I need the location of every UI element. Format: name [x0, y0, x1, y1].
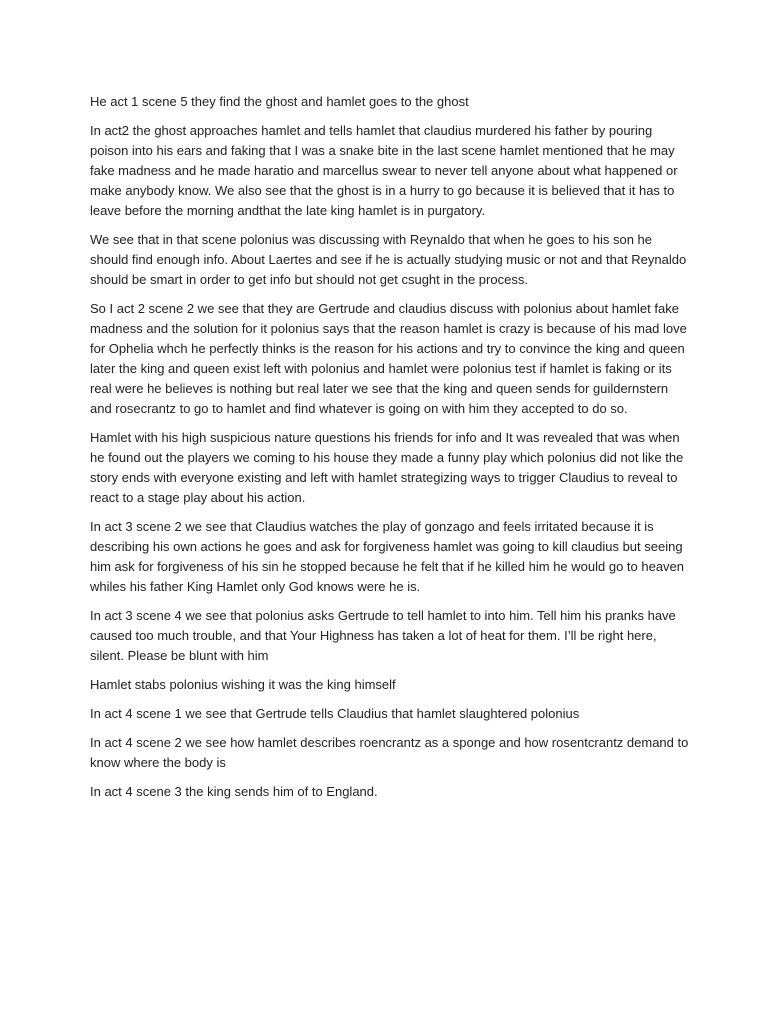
- paragraph-5: Hamlet with his high suspicious nature questions his friends for info and It was revealed that was when he found out the players we coming to his house they made a funny play which polonius did not like the story ends with everyone existing and left with hamlet strategizing ways to trigger Claudius to reveal to react to a stage play about his action.: [90, 430, 684, 505]
- paragraph-9: In act 4 scene 1 we see that Gertrude tells Claudius that hamlet slaughtered polonius: [90, 706, 580, 721]
- paragraph-6: In act 3 scene 2 we see that Claudius watches the play of gonzago and feels irritated because it is describing his own actions he goes and ask for forgiveness hamlet was going to kill claudius but seeing him ask for forgiveness of his sin he stopped because he felt that if he killed him he would go to heaven whiles his father King Hamlet only God knows were he is.: [90, 519, 685, 594]
- paragraph-1: He act 1 scene 5 they find the ghost and hamlet goes to the ghost: [90, 94, 469, 109]
- document-body: [90, 92, 690, 811]
- paragraph-10: In act 4 scene 2 we see how hamlet describes roencrantz as a sponge and how rosentcrantz demand to know where the body is: [90, 735, 689, 770]
- paragraph-3: We see that in that scene polonius was discussing with Reynaldo that when he goes to his son he should find enough info. About Laertes and see if he is actually studying music or not and that Reynaldo should be smart in order to get info but should not get csught in the process.: [90, 232, 687, 287]
- paragraph-11: In act 4 scene 3 the king sends him of to England.: [90, 784, 378, 799]
- paragraph-7: In act 3 scene 4 we see that polonius asks Gertrude to tell hamlet to into him. Tell him his pranks have caused too much trouble, and that Your Highness has taken a lot of heat for them. I’ll be right here, silent. Please be blunt with him: [90, 608, 676, 663]
- paragraph-4: So I act 2 scene 2 we see that they are Gertrude and claudius discuss with polonius about hamlet fake madness and the solution for it polonius says that the reason hamlet is crazy is because of his mad love for Ophelia whch he perfectly thinks is the reason for his actions and try to convince the king and queen later the king and queen exist left with polonius and hamlet were polonius test if hamlet is faking or its real were he believes is nothing but real later we see that the king and queen sends for guildernstern and rosecrantz to go to hamlet and find whatever is going on with him they accepted to do so.: [90, 301, 687, 416]
- paragraph-2: In act2 the ghost approaches hamlet and tells hamlet that claudius murdered his father by pouring poison into his ears and faking that I was a snake bite in the last scene hamlet mentioned that he may fake madness and he made haratio and marcellus swear to never tell anyone about what happened or make anybody know. We also see that the ghost is in a hurry to go because it is believed that it has to leave before the morning andthat the late king hamlet is in purgatory.: [90, 123, 678, 218]
- paragraph-8: Hamlet stabs polonius wishing it was the king himself: [90, 677, 396, 692]
